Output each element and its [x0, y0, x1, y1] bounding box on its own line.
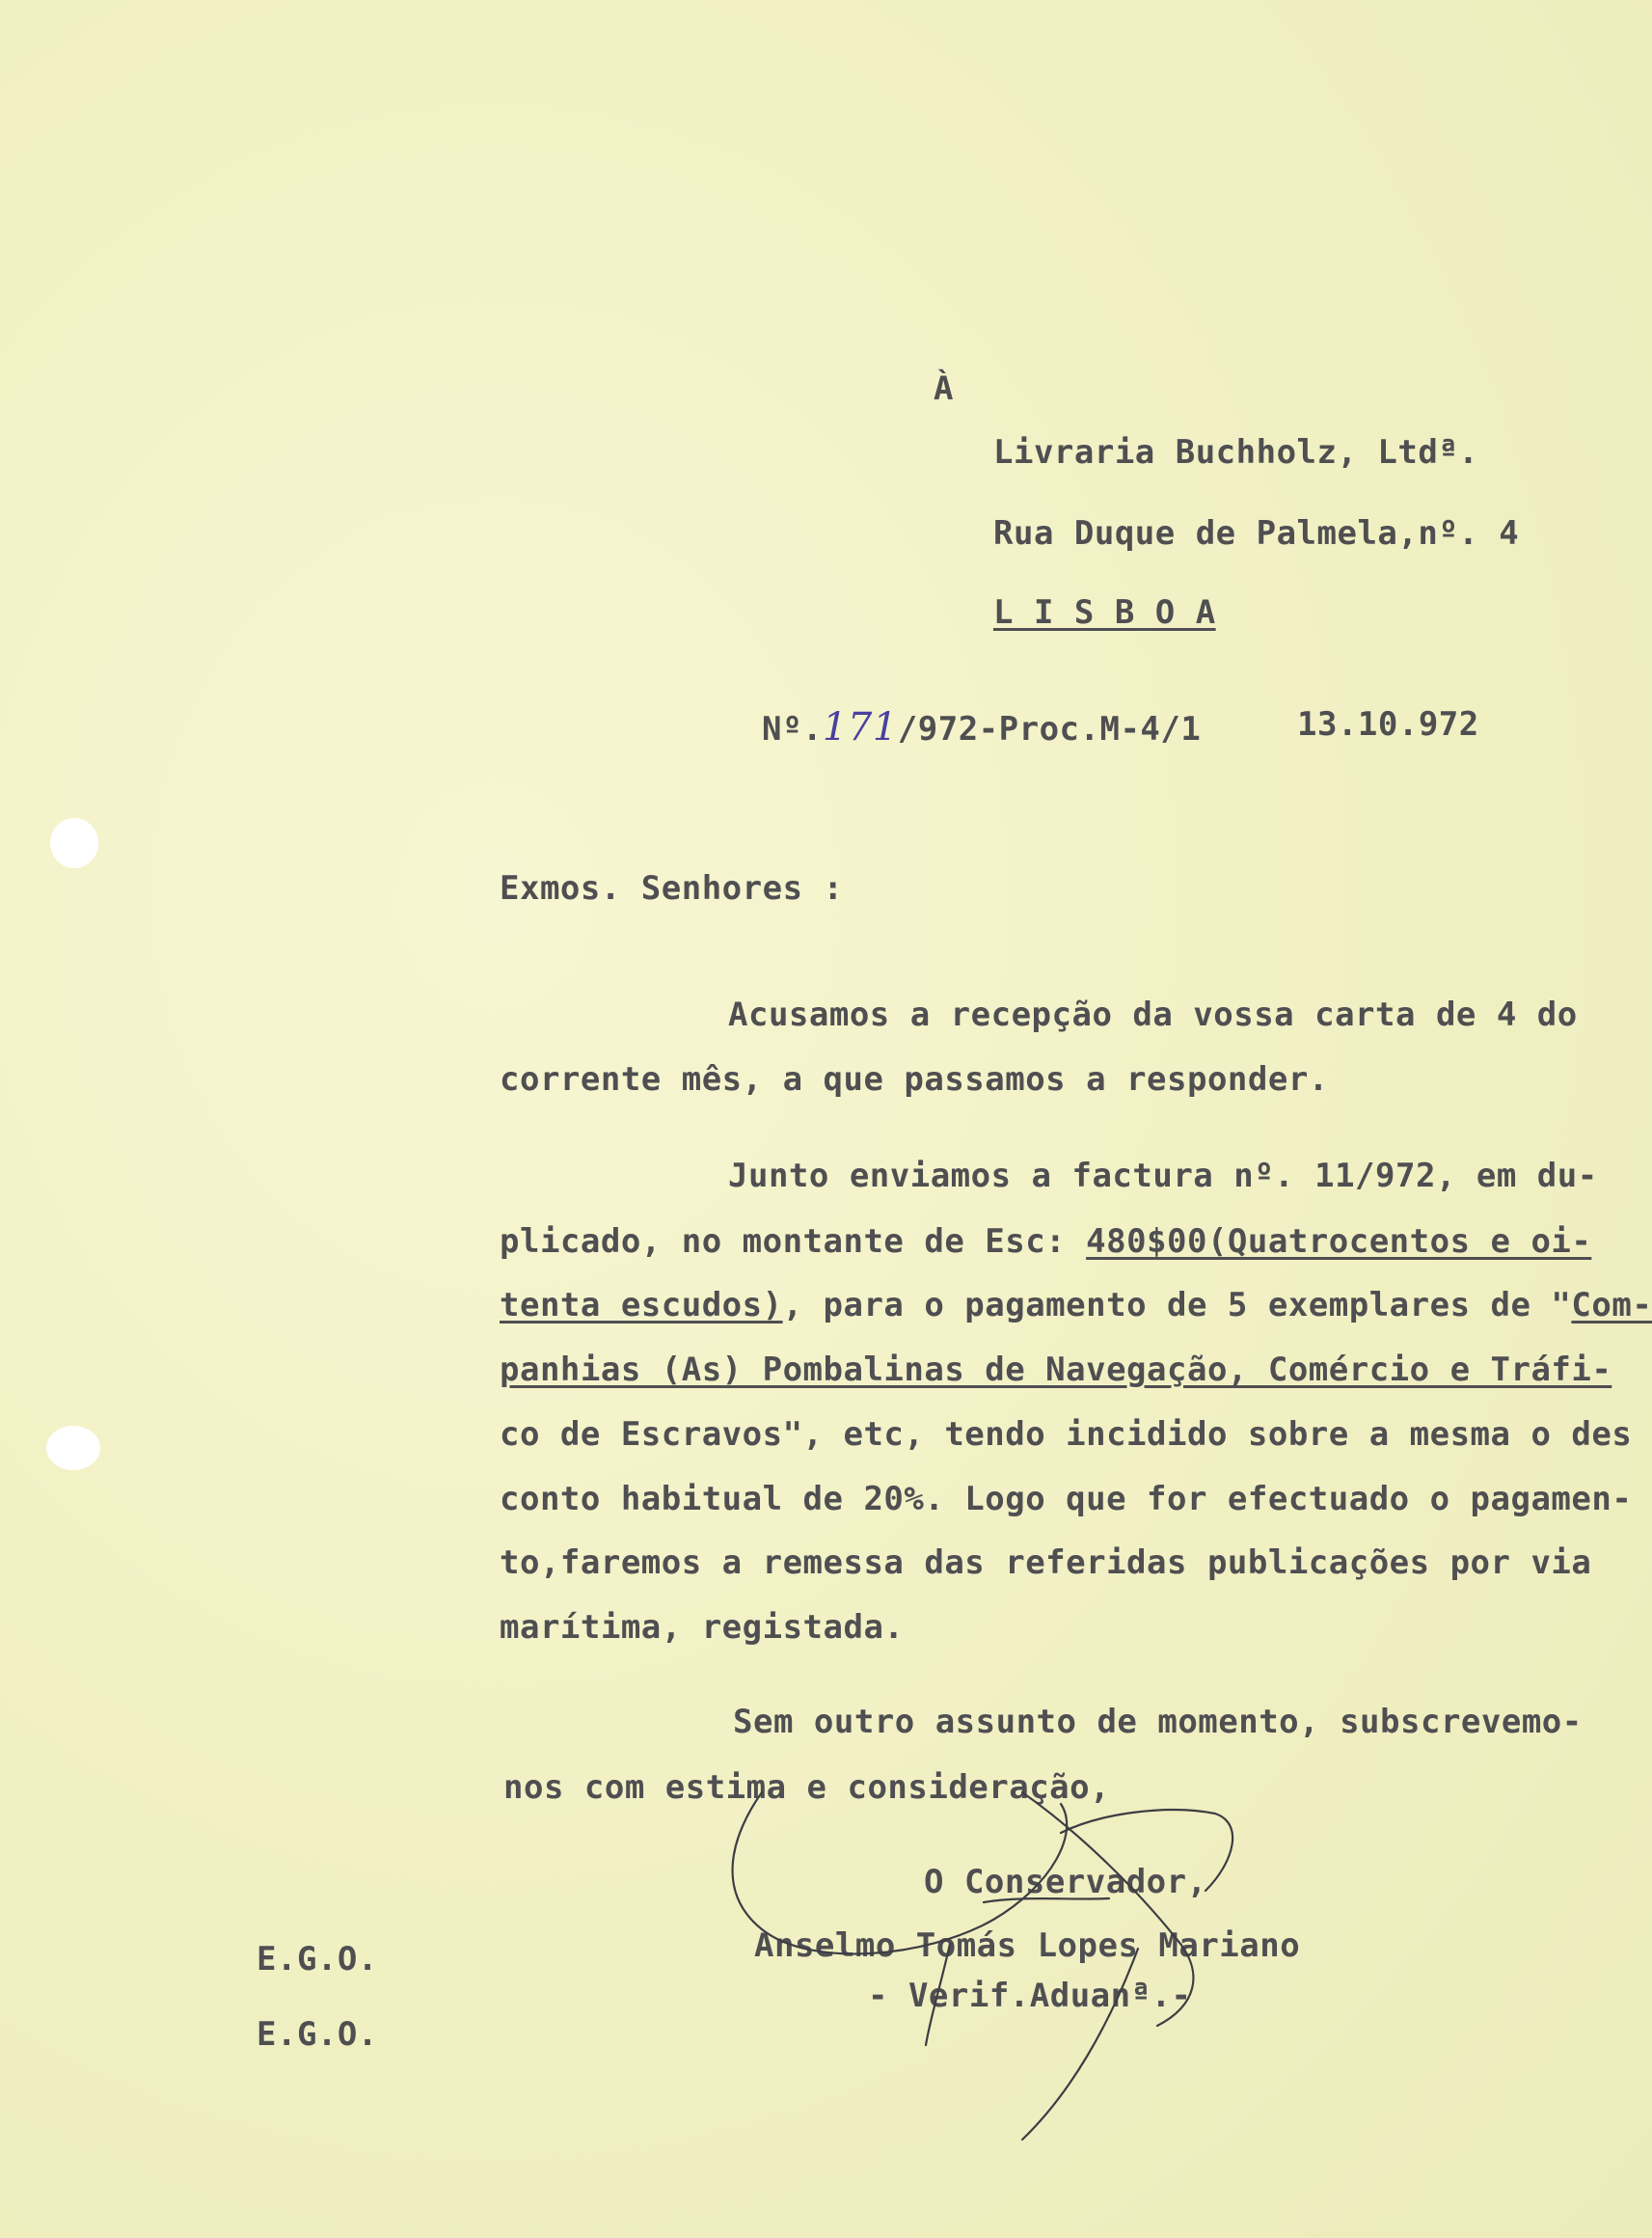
letter-date: 13.10.972 [1297, 705, 1479, 744]
reference-number: 171 [822, 705, 898, 750]
signature-stroke-3 [1022, 1949, 1138, 2140]
signature-stroke-2 [1061, 1810, 1232, 1891]
amount-text-cont: tenta escudos) [500, 1286, 783, 1324]
salutation: Exmos. Senhores : [500, 869, 844, 908]
signature-title: - Verif.Aduanª.- [868, 1977, 1192, 2015]
body-p2-line-7: to,faremos a remessa das referidas publicações por via [500, 1543, 1592, 1582]
recipient-address: Rua Duque de Palmela,nº. 4 [993, 514, 1520, 553]
body-p3-line-2: nos com estima e consideração, [503, 1768, 1111, 1807]
body-p3-line-1: Sem outro assunto de momento, subscrevemo- [733, 1703, 1583, 1741]
recipient-prefix: À [934, 369, 954, 408]
signature-name: Anselmo Tomás Lopes Mariano [754, 1926, 1301, 1965]
recipient-name: Livraria Buchholz, Ltdª. [993, 433, 1479, 472]
recipient-city: L I S B O A [993, 593, 1216, 632]
book-title-start: Com- [1571, 1286, 1652, 1324]
body-p2-line-1: Junto enviamos a factura nº. 11/972, em du- [728, 1157, 1598, 1195]
body-p2-line-2-text: plicado, no montante de Esc: [500, 1222, 1087, 1261]
initials-2: E.G.O. [257, 2015, 378, 2054]
initials-1: E.G.O. [257, 1940, 378, 1979]
body-p2-line-3-text: , para o pagamento de 5 exemplares de " [782, 1286, 1572, 1324]
book-title-line: panhias (As) Pombalinas de Navegação, Comércio e Tráfi- [500, 1351, 1612, 1389]
reference-rest: /972-Proc.M-4/1 [897, 710, 1202, 749]
body-p1-line-2: corrente mês, a que passamos a responder. [500, 1060, 1329, 1099]
body-p2-line-6: conto habitual de 20%. Logo que for efectuado o pagamen- [500, 1480, 1633, 1518]
signature-stroke-4 [926, 1944, 950, 2045]
signature-role: O Conservador, [924, 1863, 1207, 1901]
signature-stroke-1 [1022, 1792, 1193, 2026]
reference-label: Nº. [762, 710, 823, 749]
amount-text: 480$00(Quatrocentos e oi- [1086, 1222, 1592, 1261]
body-p2-line-5: co de Escravos", etc, tendo incidido sobre a mesma o des [500, 1415, 1633, 1454]
signature-flourish [984, 1898, 1109, 1902]
body-p1-line-1: Acusamos a recepção da vossa carta de 4 do [728, 996, 1578, 1034]
body-p2-line-8: marítima, registada. [500, 1608, 905, 1647]
signature-loop-left [733, 1792, 1068, 1953]
